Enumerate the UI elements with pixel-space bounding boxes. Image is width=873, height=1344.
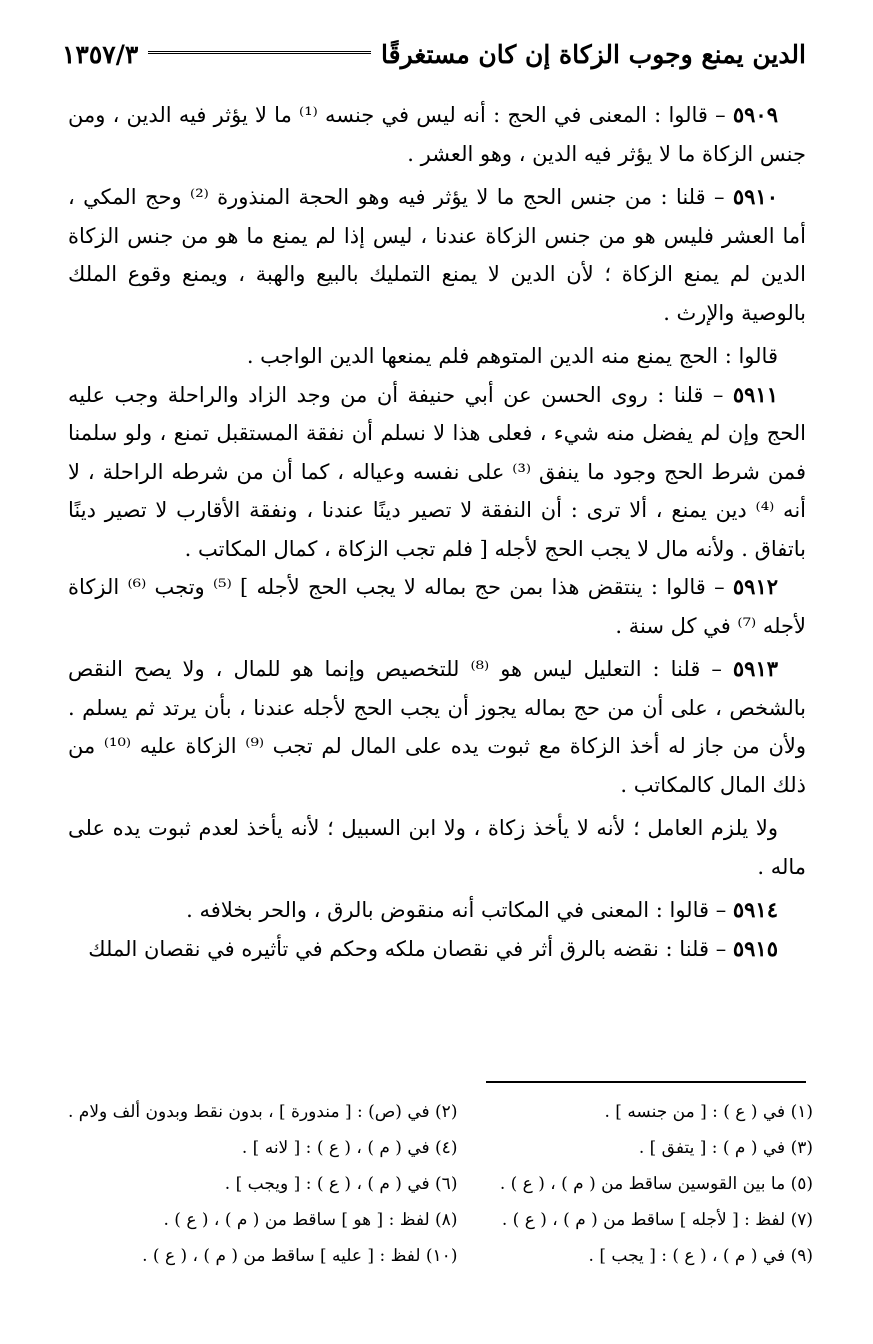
paragraph-text: – قلنا : روى الحسن عن أبي حنيفة أن من وجد الزاد والراحلة وجب عليه الحج وإن لم يفضل منه شيء ، فعلى هذا لا نسلم أن نفقة المستقبل تمنع ، ولو سلمنا فمن شرط الحج وجود ما ينفق ⁽³⁾ على نفسه وعياله ، كما أن من شرطه الراحلة ، لا أنه ⁽⁴⁾ دين يمنع ، ألا ترى : أن النفقة لا تصير دينًا عندنا ، ونفقة الأقارب لا تصير دينًا باتفاق . ولأنه مال لا يجب الحج لأجله [ فلم تجب الزكاة ، كمال المكاتب .	[68, 382, 806, 561]
footnote: (٨) لفظ : [ هو ] ساقط من ( م ) ، ( ع ) .	[163, 1210, 458, 1230]
paragraph-number: ٥٩١١	[732, 381, 778, 407]
paragraph-amil	[68, 809, 806, 886]
paragraph-number: ٥٩١٣	[732, 656, 779, 681]
paragraph-text: – قلنا : من جنس الحج ما لا يؤثر فيه وهو الحجة المنذورة ⁽²⁾ وحج المكي ، أما العشر فليس هو من جنس الزكاة عندنا ، ليس إذا لم يمنع ما هو من جنس الزكاة الدين لم يمنع الزكاة ؛ لأن الدين لا يمنع التمليك بالبيع والهبة ، ويمنع وقوع الملك بالوصية والإرث .	[68, 185, 806, 325]
footnotes	[68, 1096, 813, 1272]
footnote: (٥) ما بين القوسين ساقط من ( م ) ، ( ع ) .	[499, 1174, 813, 1194]
page-header	[62, 34, 806, 74]
paragraph-number: ٥٩١٥	[732, 935, 778, 961]
footnote: (١٠) لفظ : [ عليه ] ساقط من ( م ) ، ( ع ) .	[142, 1246, 458, 1266]
paragraph-text: – قالوا : المعنى في الحج : أنه ليس في جنسه ⁽¹⁾ ما لا يؤثر فيه الدين ، ومن جنس الزكاة ما لا يؤثر فيه الدين ، وهو العشر .	[68, 103, 806, 166]
paragraph-number: ٥٩٠٩	[732, 102, 778, 127]
paragraph-text: – قلنا : التعليل ليس هو ⁽⁸⁾ للتخصيص وإنما هو للمال ، ولا يصح النقص بالشخص ، على أن من حج بماله يجوز أن يجب الحج لأجله عندنا ، بأن يرتد ثم يسلم . ولأن من جاز له أخذ الزكاة مع ثبوت يده على المال لم تجب ⁽⁹⁾ الزكاة عليه ⁽¹⁰⁾ من ذلك المال كالمكاتب .	[68, 657, 806, 797]
paragraph-text: ولا يلزم العامل ؛ لأنه لا يأخذ زكاة ، ولا ابن السبيل ؛ لأنه يأخذ لعدم ثبوت يده على ماله .	[68, 816, 806, 879]
paragraph-5909	[68, 96, 806, 173]
paragraph-5914	[68, 891, 806, 930]
footnote: (٢) في (ص) : [ مندورة ] ، بدون نقط وبدون ألف ولام .	[68, 1102, 458, 1122]
paragraph-text: – قلنا : نقضه بالرق أثر في نقصان ملكه وحكم في تأثيره في نقصان الملك	[88, 936, 733, 961]
page-number: ١٣٥٧/٣	[62, 39, 139, 69]
header-rule	[148, 51, 371, 57]
footnote: (١) في ( ع ) : [ من جنسه ] .	[604, 1102, 813, 1122]
footnote: (٧) لفظ : [ لأجله ] ساقط من ( م ) ، ( ع ) .	[501, 1210, 813, 1230]
paragraph-number: ٥٩١٤	[732, 897, 778, 922]
paragraph-text: – قالوا : المعنى في المكاتب أنه منقوض بالرق ، والحر بخلافه .	[186, 898, 733, 922]
running-title: الدين يمنع وجوب الزكاة إن كان مستغرقًا	[381, 39, 806, 69]
footnote: (٣) في ( م ) : [ يتفق ] .	[638, 1138, 813, 1158]
paragraph-number: ٥٩١٠	[732, 184, 778, 209]
paragraph-text: – قالوا : ينتقض هذا بمن حج بماله لا يجب الحج لأجله ] ⁽⁵⁾ وتجب ⁽⁶⁾ الزكاة لأجله ⁽⁷⁾ في كل سنة .	[68, 575, 806, 638]
paragraph-number: ٥٩١٢	[732, 574, 779, 599]
main-text	[68, 96, 806, 968]
footnote: (٦) في ( م ) ، ( ع ) : [ ويجب ] .	[224, 1174, 458, 1194]
paragraph-5915	[68, 930, 806, 969]
footnote: (٤) في ( م ) ، ( ع ) : [ لانه ] .	[241, 1138, 458, 1158]
paragraph-5913	[68, 650, 806, 804]
paragraph-objection	[68, 337, 806, 376]
paragraph-5910	[68, 178, 806, 332]
paragraph-5911	[68, 376, 806, 569]
paragraph-text: قالوا : الحج يمنع منه الدين المتوهم فلم يمنعها الدين الواجب .	[246, 344, 778, 368]
paragraph-5912	[68, 568, 806, 645]
footnote: (٩) في ( م ) ، ( ع ) : [ يجب ] .	[588, 1246, 813, 1266]
footnote-separator	[486, 1081, 806, 1083]
